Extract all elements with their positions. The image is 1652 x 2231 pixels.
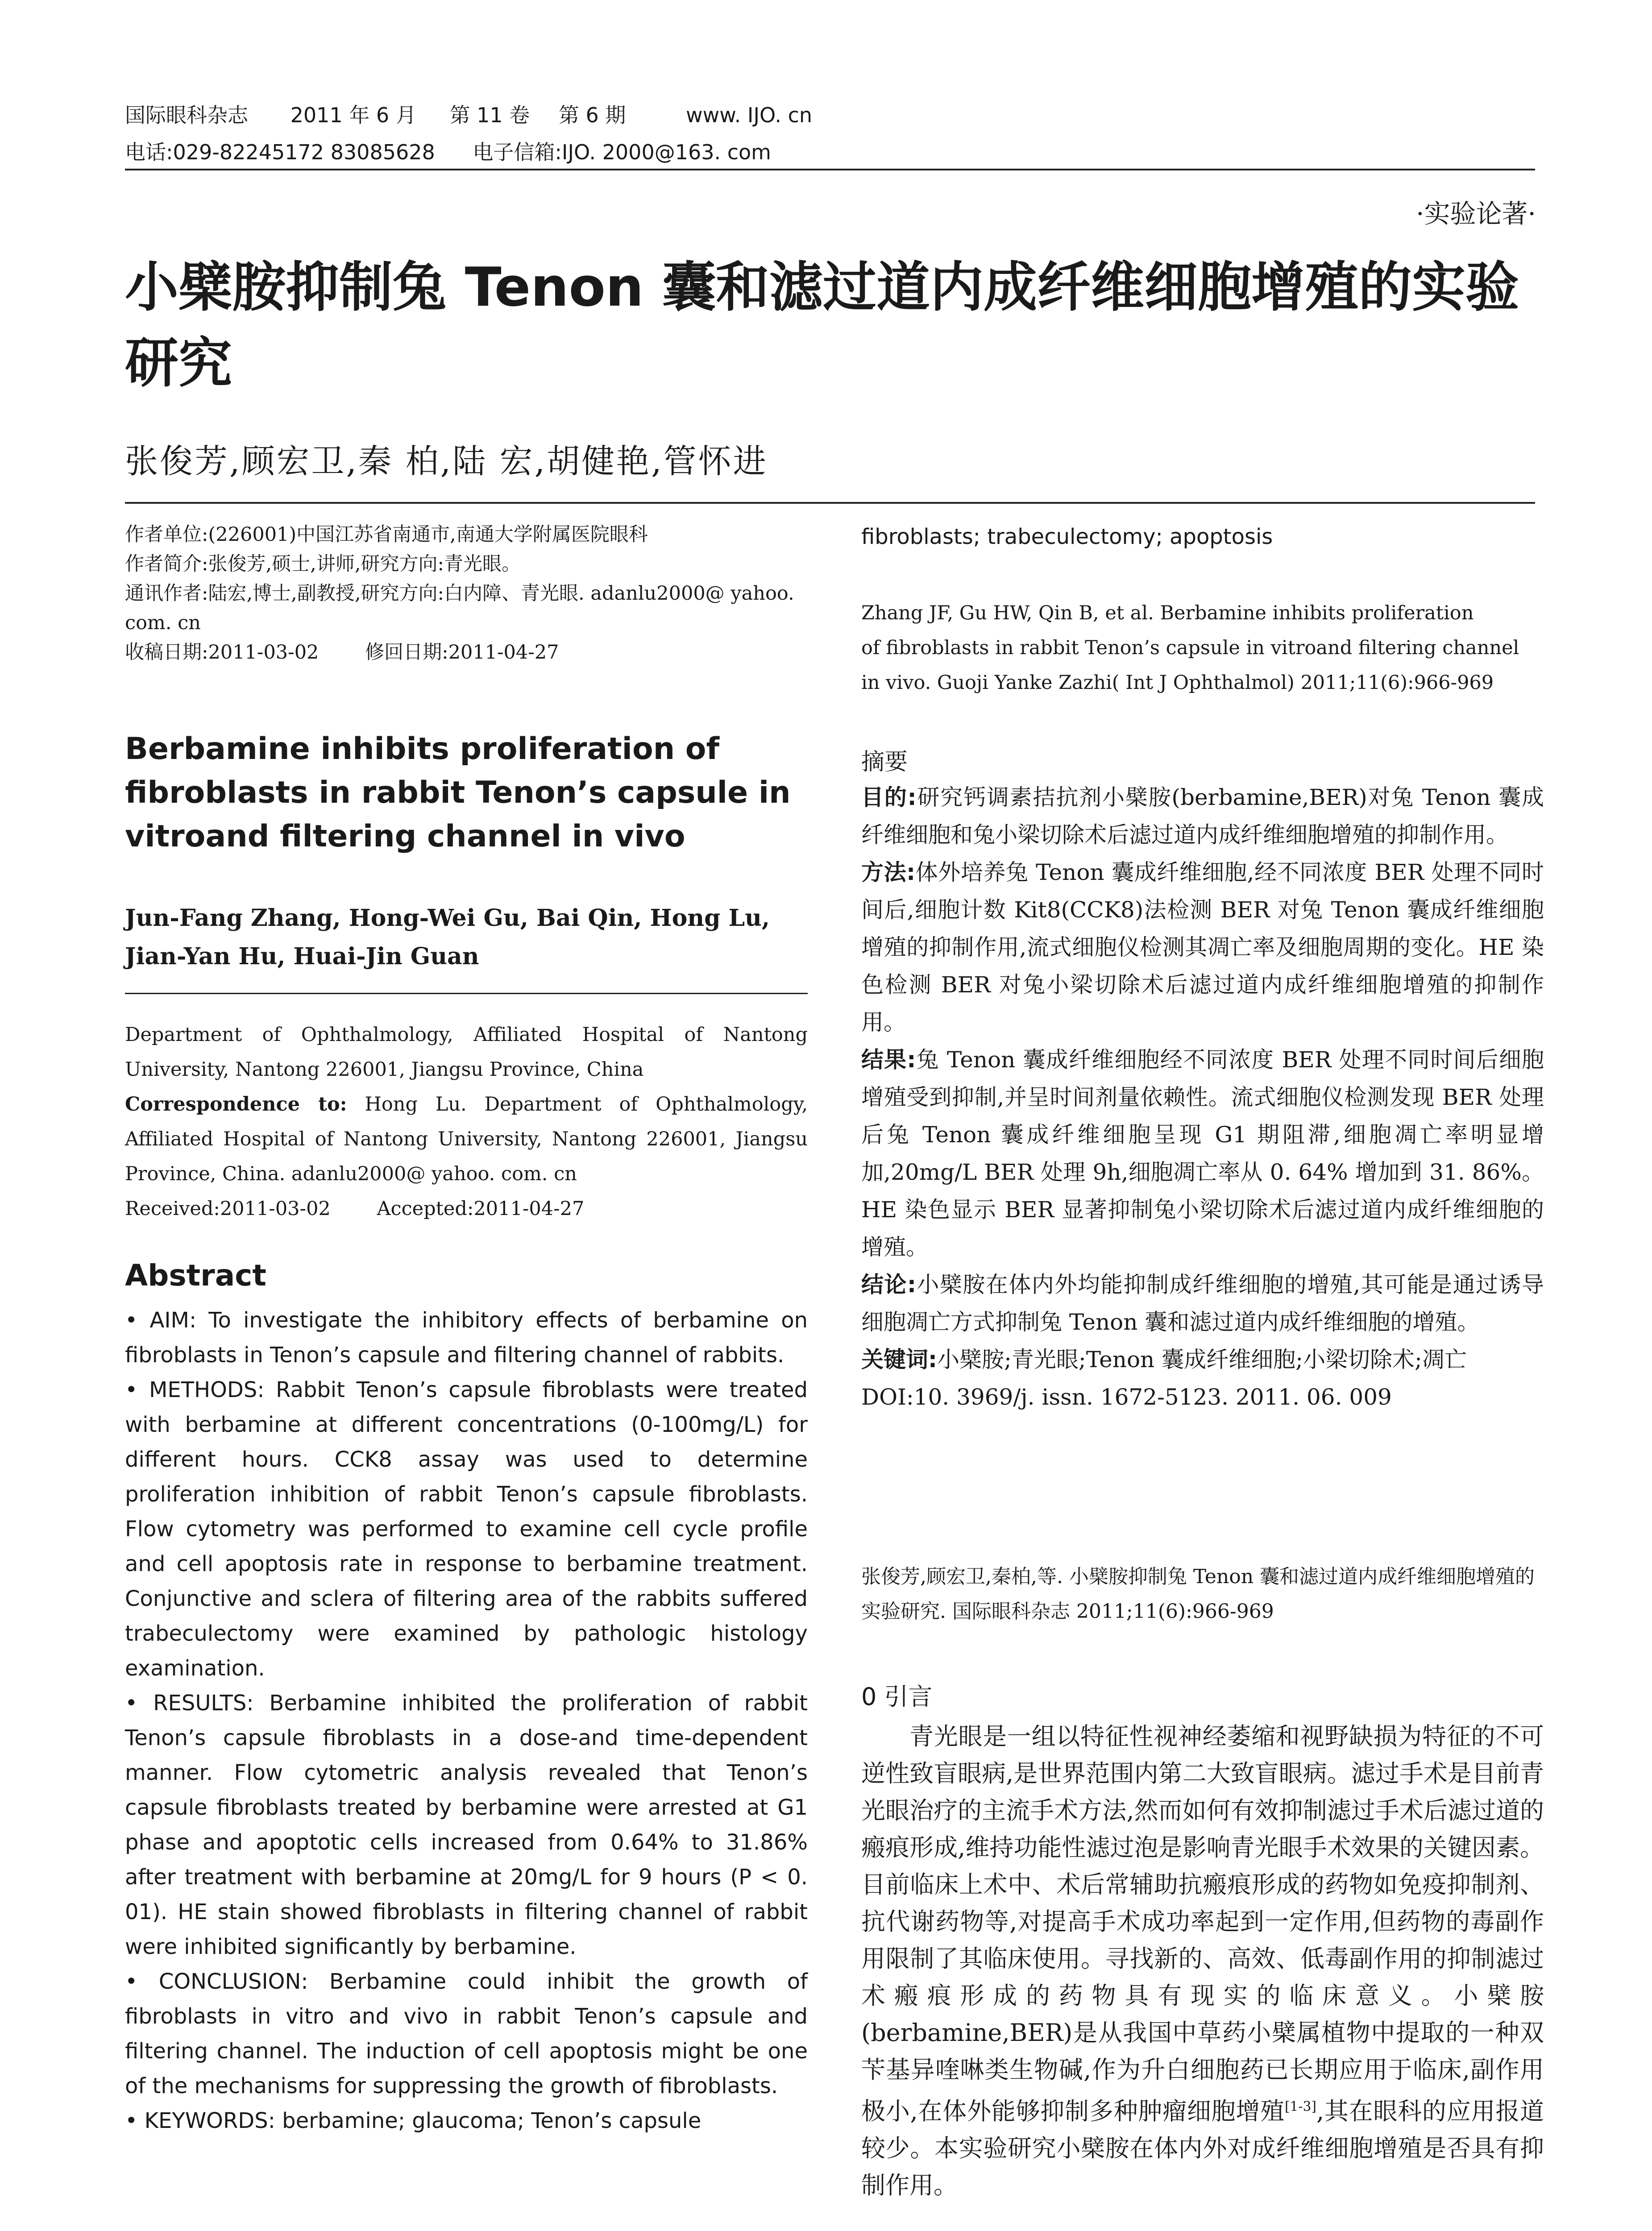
volume: 第 11 卷 <box>449 103 530 127</box>
doi[interactable]: DOI:10. 3969/j. issn. 1672-5123. 2011. 06. 009 <box>861 1384 1392 1410</box>
zhaiyao-purpose <box>861 779 1544 854</box>
correspondence-text: Hong Lu. Department of Ophthalmology, Affiliated Hospital of Nantong University, Nantong 226001, Jiangsu Province, China. adanlu2000@ yahoo. com. cn <box>125 1093 808 1185</box>
citation-en-line3: in vivo. Guoji Yanke Zazhi( Int J Ophthalmol) 2011;11(6):966-969 <box>861 672 1494 694</box>
keywords-label: 关键词: <box>861 1347 937 1373</box>
purpose-label: 目的: <box>861 784 917 810</box>
journal-header-line2 <box>125 136 771 166</box>
intro-paragraph <box>861 1718 1544 2204</box>
author-bio: 作者简介:张俊芳,硕士,讲师,研究方向:青光眼。 <box>125 553 521 575</box>
issue-date: 2011 年 6 月 <box>290 103 416 127</box>
correspondence-en <box>125 1087 808 1191</box>
section-tag: ·实验论著· <box>1416 199 1536 229</box>
result-label: 结果: <box>861 1047 916 1073</box>
abstract-body <box>125 1303 808 2138</box>
affiliation-cn <box>125 520 808 667</box>
accepted-date-en: Accepted:2011-04-27 <box>377 1198 585 1220</box>
zhaiyao-result <box>861 1041 1544 1266</box>
citation-en-line1: Zhang JF, Gu HW, Qin B, et al. Berbamine inhibits proliferation <box>861 602 1474 624</box>
article-title-en: Berbamine inhibits proliferation of fibroblasts in rabbit Tenon’s capsule in vitroand filtering channel in vivo <box>125 731 791 854</box>
revised-date-cn: 修回日期:2011-04-27 <box>365 641 559 663</box>
purpose-text: 研究钙调素拮抗剂小檗胺(berbamine,BER)对兔 Tenon 囊成纤维细胞和兔小梁切除术后滤过道内成纤维细胞增殖的抑制作用。 <box>861 784 1544 848</box>
method-label: 方法: <box>861 859 916 885</box>
abstract-results: • RESULTS: Berbamine inhibited the proliferation of rabbit Tenon’s capsule fibroblasts in a dose-and time-dependent manner. Flow cytometric analysis revealed that Tenon’s capsule fibroblasts treated by berbamine were arrested at G1 phase and apoptotic cells increased from 0.64% to 31.86% after treatment with berbamine at 20mg/L for 9 hours (P < 0. 01). HE stain showed fibroblasts in filtering channel of rabbit were inhibited significantly by berbamine. <box>125 1691 808 1959</box>
abstract-conclusion: • CONCLUSION: Berbamine could inhibit the growth of fibroblasts in vitro and vivo in rabbit Tenon’s capsule and filtering channel. The induction of cell apoptosis might be one of the mechanisms for suppressing the growth of fibroblasts. <box>125 1969 808 2098</box>
article-title-cn: 小檗胺抑制兔 Tenon 囊和滤过道内成纤维细胞增殖的实验研究 <box>125 257 1519 394</box>
intro-heading: 0 引言 <box>861 1683 933 1711</box>
authors-rule <box>125 502 1535 504</box>
citation-en-line2: of fibroblasts in rabbit Tenon’s capsule in vitroand filtering channel <box>861 637 1519 659</box>
authors-cn: 张俊芳,顾宏卫,秦 柏,陆 宏,胡健艳,管怀进 <box>125 442 768 481</box>
issue: 第 6 期 <box>558 103 626 127</box>
received-date-en: Received:2011-03-02 <box>125 1198 331 1220</box>
department-address: Department of Ophthalmology, Affiliated Hospital of Nantong University, Nantong 226001, Jiangsu Province, China <box>125 1024 808 1081</box>
journal-name: 国际眼科杂志 <box>125 103 248 127</box>
zhaiyao-method <box>861 854 1544 1041</box>
citation-cn-text: 张俊芳,顾宏卫,秦柏,等. 小檗胺抑制兔 Tenon 囊和滤过道内成纤维细胞增殖的实验研究. 国际眼科杂志 2011;11(6):966-969 <box>861 1565 1535 1623</box>
zhaiyao-conclusion <box>861 1266 1544 1341</box>
zhaiyao-keywords <box>861 1341 1544 1378</box>
author-unit: 作者单位:(226001)中国江苏省南通市,南通大学附属医院眼科 <box>125 523 648 546</box>
dates-en <box>125 1191 808 1226</box>
zhaiyao-body <box>861 779 1544 1416</box>
corresponding-author: 通讯作者:陆宏,博士,副教授,研究方向:白内障、青光眼. adanlu2000@ yahoo. com. cn <box>125 582 794 634</box>
abstract-methods: • METHODS: Rabbit Tenon’s capsule fibroblasts were treated with berbamine at different concentrations (0-100mg/L) for different hours. CCK8 assay was used to determine proliferation inhibition of rabbit Tenon’s capsule fibroblasts. Flow cytometry was performed to examine cell cycle profile and cell apoptosis rate in response to berbamine treatment. Conjunctive and sclera of filtering area of the rabbits suffered trabeculectomy were examined by pathologic histology examination. <box>125 1377 808 1681</box>
intro-text: 青光眼是一组以特征性视神经萎缩和视野缺损为特征的不可逆性致盲眼病,是世界范围内第二大致盲眼病。滤过手术是目前青光眼治疗的主流手术方法,然而如何有效抑制滤过手术后滤过道的瘢痕形成,维持功能性滤过泡是影响青光眼手术效果的关键因素。目前临床上术中、术后常辅助抗瘢痕形成的药物如免疫抑制剂、抗代谢药物等,对提高手术成功率起到一定作用,但药物的毒副作用限制了其临床使用。寻找新的、高效、低毒副作用的抑制滤过术瘢痕形成的药物具有现实的临床意义。小檗胺(berbamine,BER)是从我国中草药小檗属植物中提取的一种双苄基异喹啉类生物碱,作为升白细胞药已长期应用于临床,副作用极小,在体外能够抑制多种肿瘤细胞增殖 <box>861 1722 1544 2125</box>
correspondence-label: Correspondence to: <box>125 1093 347 1116</box>
received-date-cn: 收稿日期:2011-03-02 <box>125 641 319 663</box>
conclusion-label: 结论: <box>861 1272 916 1298</box>
keywords-text: 小檗胺;青光眼;Tenon 囊成纤维细胞;小梁切除术;凋亡 <box>937 1347 1467 1373</box>
intro-body <box>861 1718 1544 2204</box>
journal-header-line1 <box>125 99 812 129</box>
abstract-heading: Abstract <box>125 1258 266 1293</box>
citation-en <box>861 596 1544 700</box>
en-authors-rule <box>125 993 808 994</box>
header-rule <box>125 169 1535 170</box>
journal-email[interactable]: 电子信箱:IJO. 2000@163. com <box>473 140 771 164</box>
conclusion-text: 小檗胺在体内外均能抑制成纤维细胞的增殖,其可能是通过诱导细胞凋亡方式抑制兔 Tenon 囊和滤过道内成纤维细胞的增殖。 <box>861 1272 1544 1335</box>
zhaiyao-heading: 摘要 <box>861 749 908 775</box>
dates-cn <box>125 638 808 667</box>
abstract-keywords: • KEYWORDS: berbamine; glaucoma; Tenon’s capsule <box>125 2108 701 2133</box>
reference-marker[interactable]: [1-3] <box>1284 2099 1316 2115</box>
abstract-aim: • AIM: To investigate the inhibitory effects of berbamine on fibroblasts in Tenon’s capsule and filtering channel of rabbits. <box>125 1308 808 1368</box>
journal-phone: 电话:029-82245172 83085628 <box>125 140 435 164</box>
authors-en: Jun-Fang Zhang, Hong-Wei Gu, Bai Qin, Hong Lu, Jian-Yan Hu, Huai-Jin Guan <box>125 904 770 970</box>
method-text: 体外培养兔 Tenon 囊成纤维细胞,经不同浓度 BER 处理不同时间后,细胞计数 Kit8(CCK8)法检测 BER 对兔 Tenon 囊成纤维细胞增殖的抑制作用,流式细胞仪检测其凋亡率及细胞周期的变化。HE 染色检测 BER 对兔小梁切除术后滤过道内成纤维细胞增殖的抑制作用。 <box>861 859 1544 1035</box>
intro-text-end: ,其在眼科的应用报道较少。本实验研究小檗胺在体内外对成纤维细胞增殖是否具有抑制作用。 <box>861 2097 1544 2199</box>
journal-website[interactable]: www. IJO. cn <box>686 103 813 127</box>
keywords-en-continued: fibroblasts; trabeculectomy; apoptosis <box>861 524 1273 549</box>
result-text: 兔 Tenon 囊成纤维细胞经不同浓度 BER 处理不同时间后细胞增殖受到抑制,并呈时间剂量依赖性。流式细胞仪检测发现 BER 处理后兔 Tenon 囊成纤维细胞呈现 G1 期阻滞,细胞凋亡率明显增加,20mg/L BER 处理 9h,细胞凋亡率从 0. 64% 增加到 31. 86%。HE 染色显示 BER 显著抑制兔小梁切除术后滤过道内成纤维细胞的增殖。 <box>861 1047 1544 1260</box>
citation-cn <box>861 1559 1544 1629</box>
department-en <box>125 1017 808 1226</box>
